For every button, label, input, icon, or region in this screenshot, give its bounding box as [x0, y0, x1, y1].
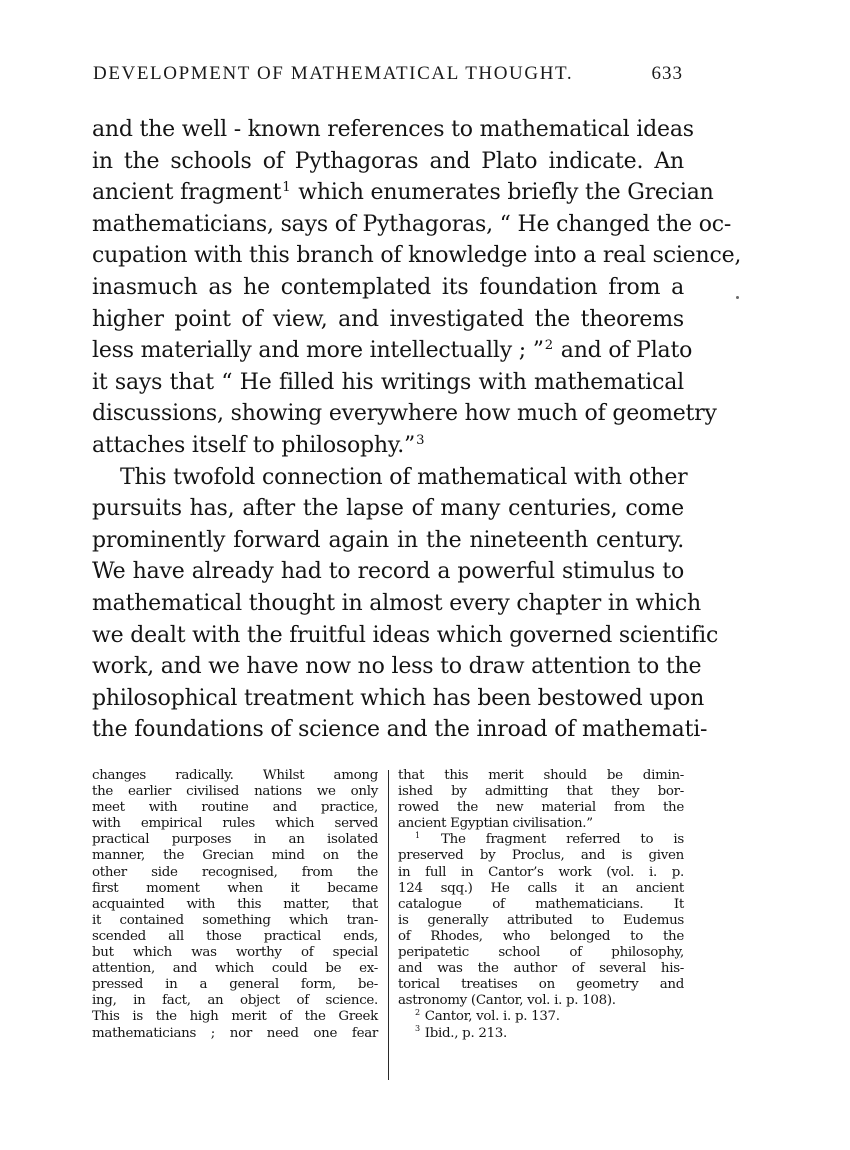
footnote-line: pressed in a general form, be-	[92, 977, 378, 993]
footnote-line: but which was worthy of special	[92, 945, 378, 961]
footnote-line: first moment when it became	[92, 880, 378, 896]
footnote-line: that this merit should be dimin-	[398, 768, 684, 783]
footnote-3	[398, 1026, 684, 1042]
footnote-line: with empirical rules which served	[92, 816, 378, 832]
text-line: inasmuch as he contemplated its foundation from a	[92, 274, 684, 300]
text-line: prominently forward again in the nineteenth century.	[92, 527, 684, 553]
paragraph-start-line: This twofold connection of mathematical with other	[120, 464, 688, 490]
footnote-line: This is the high merit of the Greek	[92, 1009, 378, 1025]
footnote-line: ing, in fact, an object of science.	[92, 993, 378, 1009]
text-line: the foundations of science and the inroad of mathemati-	[92, 717, 708, 743]
text-line: cupation with this branch of knowledge into a real science,	[92, 243, 742, 269]
text-line: it says that “ He filled his writings with mathematical	[92, 369, 684, 395]
text-line: higher point of view, and investigated the theorems	[92, 306, 684, 332]
footnote-column-right	[398, 768, 684, 1042]
footnote-text: The fragment referred to is	[441, 832, 684, 848]
text-line: discussions, showing everywhere how much of geometry	[92, 401, 717, 427]
text-line: pursuits has, after the lapse of many centuries, come	[92, 496, 684, 522]
text-line	[92, 335, 693, 367]
footnote-mark-1: 1	[415, 830, 420, 840]
text-line	[92, 177, 714, 209]
footnote-line: torical treatises on geometry and	[398, 977, 684, 993]
footnote-1	[398, 832, 684, 848]
footnote-line: catalogue of mathematicians. It	[398, 896, 684, 912]
footnote-line: rowed the new material from the	[398, 800, 684, 816]
text-fragment: ancient fragment	[92, 180, 282, 206]
margin-speck	[736, 296, 739, 299]
footnote-text: Ibid., p. 213.	[424, 1025, 507, 1041]
text-line: and the well - known references to mathematical ideas	[92, 117, 694, 142]
footnote-line: peripatetic school of philosophy,	[398, 945, 684, 961]
footnote-line: other side recognised, from the	[92, 864, 378, 880]
footnote-mark-2: 2	[415, 1007, 420, 1017]
main-text	[92, 114, 742, 746]
page-number: 633	[651, 63, 683, 84]
footnote-text: Cantor, vol. i. p. 137.	[424, 1009, 560, 1025]
text-line	[92, 430, 684, 462]
running-head-title: DEVELOPMENT OF MATHEMATICAL THOUGHT.	[93, 63, 574, 84]
footnote-line: and was the author of several his-	[398, 961, 684, 977]
footnotes	[92, 768, 684, 1080]
text-fragment: which enumerates briefly the Grecian	[298, 180, 714, 206]
footnote-line: in full in Cantor’s work (vol. i. p.	[398, 864, 684, 880]
footnote-line: scended all those practical ends,	[92, 928, 378, 944]
footnote-line: 124 sqq.) He calls it an ancient	[398, 880, 684, 896]
running-head	[93, 63, 683, 91]
text-fragment: less materially and more intellectually ; ”	[92, 338, 544, 364]
footnote-line: manner, the Grecian mind on the	[92, 848, 378, 864]
text-line: in the schools of Pythagoras and Plato indicate. An	[92, 148, 684, 174]
footnote-line: attention, and which could be ex-	[92, 961, 378, 977]
footnote-line: changes radically. Whilst among	[92, 768, 378, 783]
text-line: mathematicians, says of Pythagoras, “ He changed the oc-	[92, 211, 732, 237]
footnote-line: meet with routine and practice,	[92, 800, 378, 816]
footnote-line: of Rhodes, who belonged to the	[398, 928, 684, 944]
footnote-line: preserved by Proclus, and is given	[398, 848, 684, 864]
footnote-line: ancient Egyptian civilisation.”	[398, 816, 593, 832]
text-line: philosophical treatment which has been bestowed upon	[92, 685, 705, 711]
footnote-ref-3: 3	[416, 432, 425, 448]
footnote-column-left	[92, 768, 378, 1042]
footnote-line: acquainted with this matter, that	[92, 896, 378, 912]
footnote-ref-1: 1	[282, 179, 291, 195]
footnote-line: ished by admitting that they bor-	[398, 784, 684, 800]
footnote-line: is generally attributed to Eudemus	[398, 912, 684, 928]
footnote-ref-2: 2	[544, 337, 553, 353]
footnote-line: mathematicians ; nor need one fear	[92, 1025, 378, 1041]
text-line: We have already had to record a powerful stimulus to	[92, 559, 684, 585]
text-fragment: and of Plato	[560, 338, 693, 364]
column-divider	[388, 770, 389, 1080]
text-line: we dealt with the fruitful ideas which governed scientific	[92, 622, 719, 648]
footnote-line: practical purposes in an isolated	[92, 832, 378, 848]
text-fragment: attaches itself to philosophy.”	[92, 432, 416, 458]
text-line: work, and we have now no less to draw attention to the	[92, 654, 702, 680]
text-line: mathematical thought in almost every chapter in which	[92, 590, 702, 616]
footnote-line: the earlier civilised nations we only	[92, 784, 378, 800]
footnote-line: it contained something which tran-	[92, 912, 378, 928]
footnote-line: astronomy (Cantor, vol. i. p. 108).	[398, 993, 616, 1009]
footnote-2	[398, 1009, 684, 1025]
footnote-mark-3: 3	[415, 1024, 420, 1034]
